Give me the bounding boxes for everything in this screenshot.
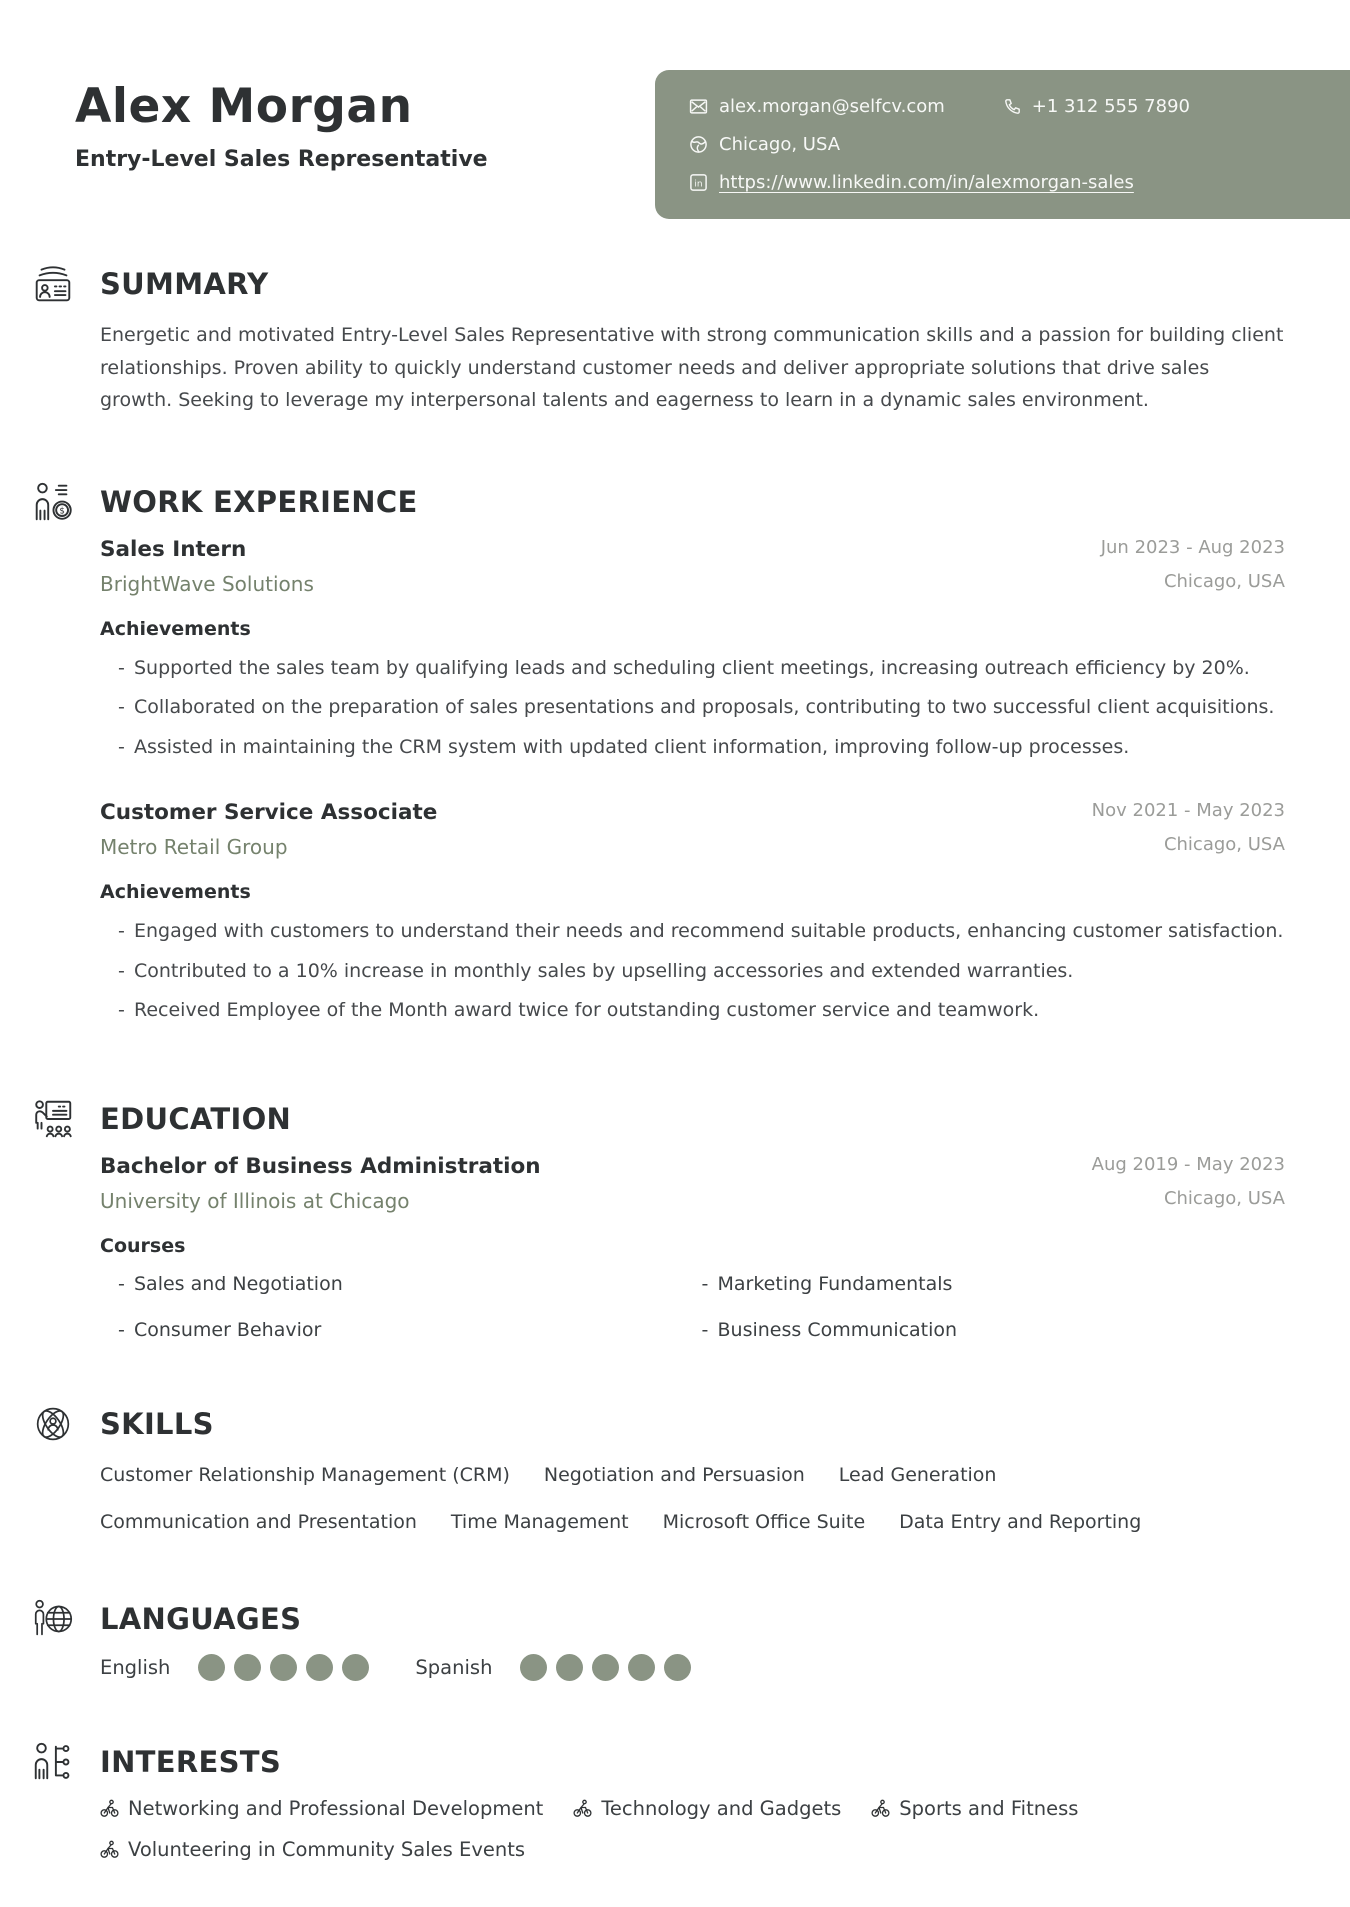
cyclist-icon bbox=[871, 1799, 890, 1818]
achievement-item: - Received Employee of the Month award twice for outstanding customer service and teamwork. bbox=[118, 995, 1285, 1025]
education-section bbox=[30, 1096, 1285, 1341]
work-experience-title: WORK EXPERIENCE bbox=[100, 485, 418, 520]
contact-location bbox=[689, 134, 1320, 155]
school: University of Illinois at Chicago bbox=[100, 1189, 410, 1214]
interests-section bbox=[30, 1739, 1285, 1861]
contact-line-1 bbox=[689, 96, 1320, 117]
education-location: Chicago, USA bbox=[1163, 1188, 1285, 1210]
courses-label: Courses bbox=[100, 1235, 186, 1258]
job-location: Chicago, USA bbox=[1163, 571, 1285, 593]
job-role: Customer Service Associate bbox=[100, 800, 438, 826]
skills-title: SKILLS bbox=[100, 1407, 214, 1442]
summary-icon bbox=[30, 261, 100, 417]
skill-item: Customer Relationship Management (CRM) bbox=[100, 1464, 510, 1487]
work-experience-icon bbox=[30, 479, 100, 1034]
linkedin-link[interactable]: https://www.linkedin.com/in/alexmorgan-sales bbox=[719, 172, 1134, 193]
job-company: BrightWave Solutions bbox=[100, 572, 314, 597]
education-dates: Aug 2019 - May 2023 bbox=[1091, 1154, 1285, 1176]
interest-label: Sports and Fitness bbox=[899, 1796, 1079, 1820]
skill-item: Lead Generation bbox=[838, 1464, 997, 1487]
achievements-list bbox=[118, 916, 1285, 1025]
interest-item bbox=[100, 1838, 525, 1861]
skill-item: Negotiation and Persuasion bbox=[543, 1464, 805, 1487]
interests-title: INTERESTS bbox=[100, 1744, 282, 1779]
header bbox=[0, 0, 1350, 219]
contact-phone bbox=[1003, 96, 1190, 117]
contact-email bbox=[689, 96, 945, 117]
job-company: Metro Retail Group bbox=[100, 835, 288, 860]
languages-icon bbox=[30, 1596, 100, 1681]
svg-text:$: $ bbox=[59, 506, 65, 517]
achievement-item: - Collaborated on the preparation of sales presentations and proposals, contributing to two successful client acquisitions. bbox=[118, 692, 1285, 722]
cyclist-icon bbox=[100, 1799, 119, 1818]
candidate-headline: Entry-Level Sales Representative bbox=[75, 147, 488, 173]
contact-card bbox=[655, 70, 1350, 219]
course-item: - Marketing Fundamentals bbox=[702, 1273, 1286, 1295]
svg-text:in: in bbox=[694, 179, 703, 190]
contact-linkedin bbox=[689, 172, 1320, 193]
education-icon bbox=[30, 1096, 100, 1341]
achievement-item: - Engaged with customers to understand their needs and recommend suitable products, enhancing customer satisfaction. bbox=[118, 916, 1285, 946]
globe-icon bbox=[689, 135, 708, 154]
skill-item: Time Management bbox=[450, 1510, 629, 1533]
interests-icon bbox=[30, 1739, 100, 1861]
interest-label: Volunteering in Community Sales Events bbox=[128, 1837, 526, 1861]
skill-item: Data Entry and Reporting bbox=[899, 1510, 1142, 1533]
education-entry bbox=[100, 1154, 1285, 1341]
skills-icon bbox=[30, 1401, 100, 1538]
skill-item: Microsoft Office Suite bbox=[662, 1510, 866, 1533]
languages-section bbox=[30, 1596, 1285, 1681]
course-item: - Consumer Behavior bbox=[118, 1319, 702, 1341]
achievement-item: - Contributed to a 10% increase in monthly sales by upselling accessories and extended warranties. bbox=[118, 956, 1285, 986]
achievements-label: Achievements bbox=[100, 618, 251, 641]
cyclist-icon bbox=[573, 1799, 592, 1818]
interests-list bbox=[100, 1797, 1285, 1861]
skills-list bbox=[100, 1459, 1250, 1538]
achievements-label: Achievements bbox=[100, 881, 251, 904]
skill-item: Communication and Presentation bbox=[100, 1510, 417, 1533]
interest-label: Networking and Professional Development bbox=[128, 1796, 544, 1820]
candidate-name: Alex Morgan bbox=[75, 79, 413, 134]
skills-section bbox=[30, 1401, 1285, 1538]
interest-item bbox=[573, 1797, 841, 1820]
phone-icon bbox=[1003, 98, 1021, 116]
job-entry-2 bbox=[100, 800, 1285, 1025]
language-name: Spanish bbox=[415, 1655, 493, 1679]
cyclist-icon bbox=[100, 1840, 119, 1859]
languages-title: LANGUAGES bbox=[100, 1601, 302, 1636]
work-experience-section bbox=[30, 479, 1285, 1034]
languages-list bbox=[100, 1654, 1285, 1681]
contact-email-text: alex.morgan@selfcv.com bbox=[719, 96, 945, 117]
language-item bbox=[100, 1654, 369, 1681]
interest-item bbox=[100, 1797, 543, 1820]
job-entry-1 bbox=[100, 537, 1285, 762]
language-item bbox=[415, 1654, 691, 1681]
summary-title: SUMMARY bbox=[100, 267, 269, 301]
achievements-list bbox=[118, 653, 1285, 762]
job-role: Sales Intern bbox=[100, 537, 247, 563]
linkedin-icon bbox=[689, 173, 708, 192]
achievement-item: - Assisted in maintaining the CRM system with updated client information, improving follow-up processes. bbox=[118, 732, 1285, 762]
interest-label: Technology and Gadgets bbox=[601, 1796, 842, 1820]
mail-icon bbox=[689, 97, 708, 116]
contact-location-text: Chicago, USA bbox=[719, 134, 841, 155]
course-item: - Sales and Negotiation bbox=[118, 1273, 702, 1295]
interest-item bbox=[871, 1797, 1078, 1820]
job-dates: Jun 2023 - Aug 2023 bbox=[1100, 537, 1285, 559]
contact-phone-text: +1 312 555 7890 bbox=[1031, 96, 1190, 117]
job-dates: Nov 2021 - May 2023 bbox=[1091, 800, 1285, 822]
job-location: Chicago, USA bbox=[1163, 834, 1285, 856]
summary-text: Energetic and motivated Entry-Level Sales Representative with strong communication skills and a passion for building client relationships. Proven ability to quickly understand customer needs and deliver appropriate solutions that drive sales growth. Seeking to leverage my interpersonal talents and eagerness to learn in a dynamic sales environment. bbox=[100, 324, 1284, 412]
language-level-dots bbox=[198, 1654, 369, 1681]
language-level-dots bbox=[520, 1654, 691, 1681]
achievement-item: - Supported the sales team by qualifying leads and scheduling client meetings, increasing outreach efficiency by 20%. bbox=[118, 653, 1285, 683]
courses-list bbox=[118, 1273, 1285, 1341]
language-name: English bbox=[100, 1655, 171, 1679]
degree: Bachelor of Business Administration bbox=[100, 1154, 541, 1180]
identity-block bbox=[75, 79, 488, 173]
education-title: EDUCATION bbox=[100, 1102, 292, 1137]
course-item: - Business Communication bbox=[702, 1319, 1286, 1341]
summary-section bbox=[30, 261, 1285, 417]
